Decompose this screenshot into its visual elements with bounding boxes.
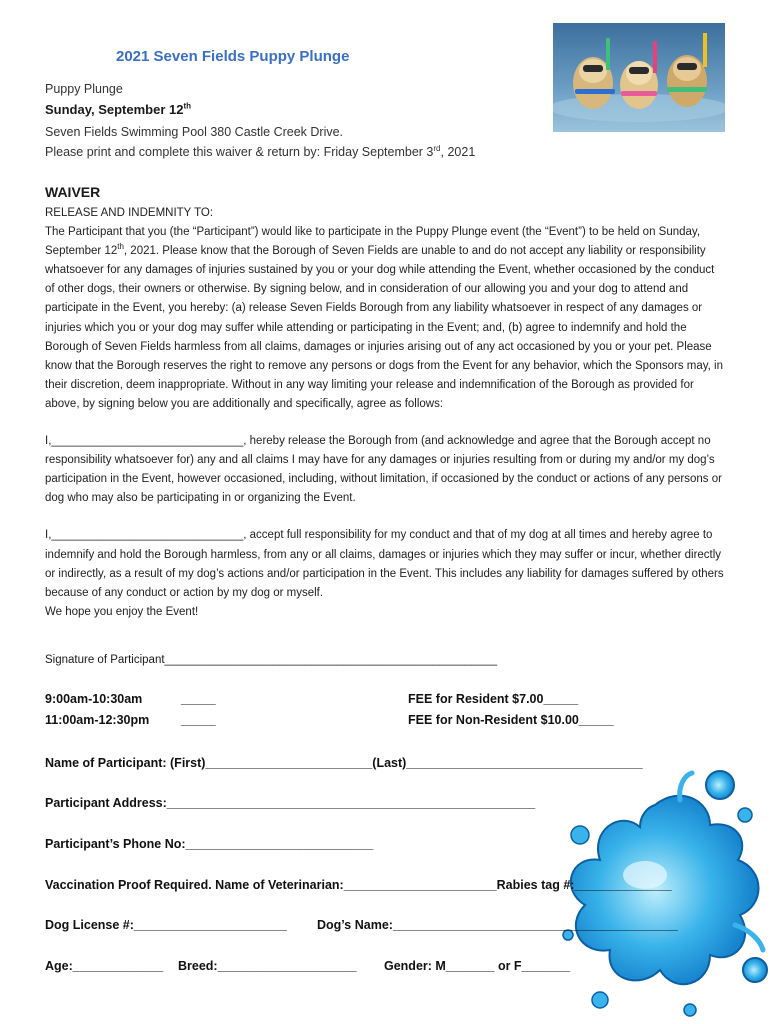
event-location: Seven Fields Swimming Pool 380 Castle Creek Drive. xyxy=(45,125,344,139)
return-year: , 2021 xyxy=(440,145,476,159)
paragraph-1-suffix: th xyxy=(117,242,124,252)
page-title: 2021 Seven Fields Puppy Plunge xyxy=(116,48,350,65)
participant-phone-field[interactable]: Participant’s Phone No:___________________________ xyxy=(45,837,374,851)
return-text: Please print and complete this waiver & return by: Friday September 3 xyxy=(45,145,434,159)
dogs-photo xyxy=(553,23,725,132)
release-subheading: RELEASE AND INDEMNITY TO: xyxy=(45,207,214,219)
participant-name-field[interactable]: Name of Participant: (First)________________________(Last)__________________________________ xyxy=(45,756,643,770)
event-date-suffix: th xyxy=(183,101,192,111)
vaccination-veterinarian-field[interactable]: Vaccination Proof Required. Name of Veterinarian:______________________Rabies tag #:______________ xyxy=(45,878,672,892)
waiver-heading: WAIVER xyxy=(45,184,101,200)
waiver-paragraph-2: I,______________________________, hereby release the Borough from (and acknowledge and agree that the Borough accept no responsibility whatsoever for) any and all claims I may have for any damages or injuries resulting from or during my and/or my dog’s participation in the Event, however occasioned, including, without limitation, if occasioned by the conduct or actions of any persons or dog who may also be participating in or organizing the Event. xyxy=(45,435,722,505)
time-slot-1: 9:00am-10:30am xyxy=(45,692,143,706)
dog-age-field[interactable]: Age:_____________ xyxy=(45,959,164,973)
waiver-paragraph-1 xyxy=(45,223,725,414)
return-suffix: rd xyxy=(433,143,441,153)
dog-gender-field[interactable]: Gender: M_______ or F_______ xyxy=(384,959,571,973)
paragraph-1-text-b: , 2021. Please know that the Borough of Seven Fields are unable to and do not accept any liability or responsibility whatsoever for any damages of injuries sustained by you or your dog while attending the Event, whether occasioned by the conduct of other dogs, their owners or otherwise. By signing below, and in consideration of our allowing you and your dog to attend and participate in the Event, you hereby: (a) release Seven Fields Borough from any liability whatsoever in respect of any damages or injuries which you or your dog may suffer while attending or participating in the Event; and, (b) agree to indemnify and hold the Borough of Seven Fields harmless from all claims, damages or injuries arising out of any act occasioned by you or your pet. Please know that the Borough reserves the right to remove any persons or dogs from the Event for any behavior, which the Sponsors may, in their discretion, deem inappropriate. Without in any way limiting your release and indemnification of the Borough as provided for above, by signing below you are additionally and specifically, agree as follows: xyxy=(45,245,724,410)
event-date-text: Sunday, September 12 xyxy=(45,102,184,117)
event-name: Puppy Plunge xyxy=(45,82,123,96)
dog-license-field[interactable]: Dog License #:______________________ xyxy=(45,918,287,932)
water-splash-graphic xyxy=(560,765,770,1024)
dog-name-field[interactable]: Dog’s Name:_________________________________________ xyxy=(317,918,678,932)
closing-line: We hope you enjoy the Event! xyxy=(45,605,199,618)
time-slot-2-blank[interactable]: _____ xyxy=(181,713,216,727)
waiver-body xyxy=(45,204,725,622)
fee-nonresident[interactable]: FEE for Non-Resident $10.00_____ xyxy=(408,713,614,727)
return-instructions xyxy=(45,145,475,159)
paragraph-1-text-a: The Participant that you (the “Participant”) would like to participate in the Puppy Plunge event (the “Event”) to be held on Sunday, September 12 xyxy=(45,226,701,258)
signature-line[interactable]: Signature of Participant____________________________________________________ xyxy=(45,654,498,666)
time-slot-1-blank[interactable]: _____ xyxy=(181,692,216,706)
waiver-paragraph-3: I,______________________________, accept full responsibility for my conduct and that of my dog at all times and hereby agree to indemnify and hold the Borough harmless, from any or all claims, damages or injuries which they may suffer or incur, whether directly or indirectly, as a result of my dog’s actions and/or participation in the Event. This includes any liability for damages suffered by others because of any conduct or action by my dog or myself. xyxy=(45,529,724,599)
participant-address-field[interactable]: Participant Address:_____________________________________________________ xyxy=(45,796,536,810)
fee-resident[interactable]: FEE for Resident $7.00_____ xyxy=(408,692,579,706)
time-slot-2: 11:00am-12:30pm xyxy=(45,713,150,727)
dog-breed-field[interactable]: Breed:____________________ xyxy=(178,959,357,973)
event-date xyxy=(45,102,191,117)
golden-retrievers-snorkel-image xyxy=(553,23,725,132)
